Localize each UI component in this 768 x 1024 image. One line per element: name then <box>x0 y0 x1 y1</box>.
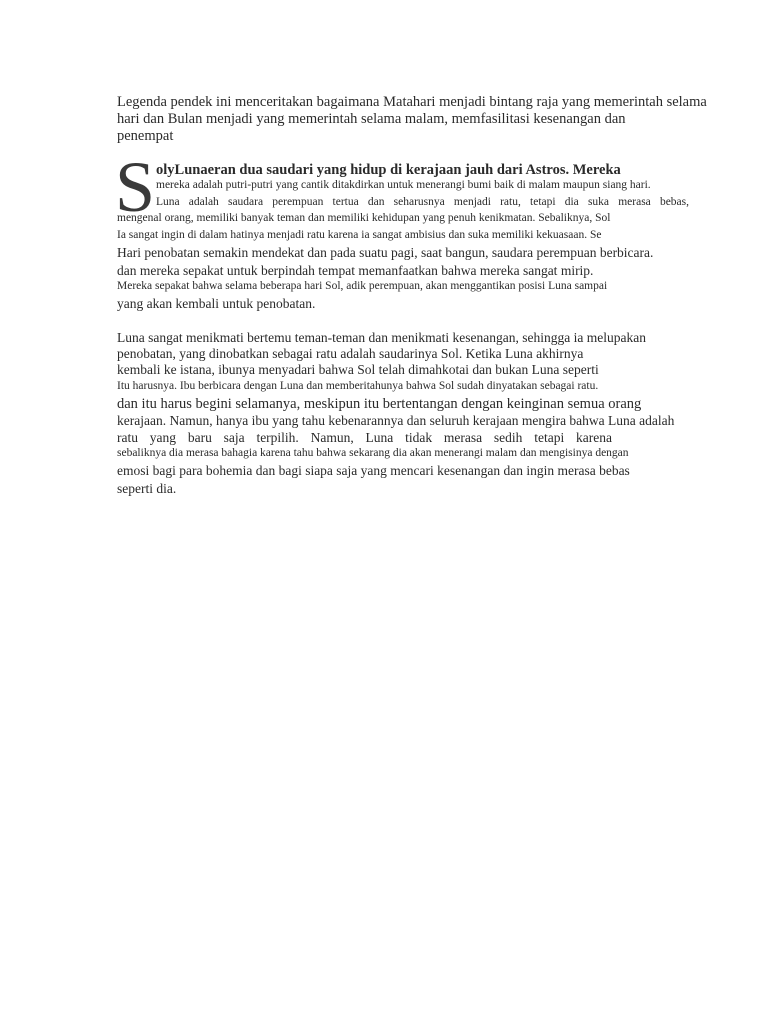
para1-line-4: Ia sangat ingin di dalam hatinya menjadi ratu karena ia sangat ambisius dan suka memiliki kekuasaan. Se <box>117 229 602 241</box>
para1-line-5: Hari penobatan semakin mendekat dan pada suatu pagi, saat bangun, saudara perempuan berbicara. <box>117 245 654 260</box>
drop-cap-letter: S <box>115 147 156 227</box>
para1-heading: olyLunaeran dua saudari yang hidup di kerajaan jauh dari Astros. Mereka <box>156 162 621 178</box>
para2-line-9: emosi bagi para bohemia dan bagi siapa saja yang mencari kesenangan dan ingin merasa bebas <box>117 463 630 478</box>
para2-line-7: ratu yang baru saja terpilih. Namun, Luna tidak merasa sedih tetapi karena <box>117 430 612 445</box>
para1-line-7: Mereka sepakat bahwa selama beberapa hari Sol, adik perempuan, akan menggantikan posisi Luna sampai <box>117 280 608 292</box>
para1-line-3: mengenal orang, memiliki banyak teman dan memiliki kehidupan yang penuh kenikmatan. Sebaliknya, Sol <box>117 212 611 224</box>
para2-line-4: Itu harusnya. Ibu berbicara dengan Luna dan memberitahunya bahwa Sol sudah dinyatakan sebagai ratu. <box>117 380 599 392</box>
para1-line-1: mereka adalah putri-putri yang cantik ditakdirkan untuk menerangi bumi baik di malam maupun siang hari. <box>156 179 651 191</box>
intro-line-1: Legenda pendek ini menceritakan bagaimana Matahari menjadi bintang raja yang memerintah selama <box>117 94 707 110</box>
para1-line-8: yang akan kembali untuk penobatan. <box>117 296 316 311</box>
intro-line-2: hari dan Bulan menjadi yang memerintah selama malam, memfasilitasi kesenangan dan <box>117 111 626 127</box>
intro-line-3: penempat <box>117 128 174 144</box>
para1-line-6: dan mereka sepakat untuk berpindah tempat memanfaatkan bahwa mereka sangat mirip. <box>117 263 594 278</box>
para2-line-3: kembali ke istana, ibunya menyadari bahwa Sol telah dimahkotai dan bukan Luna seperti <box>117 362 599 377</box>
para2-line-8: sebaliknya dia merasa bahagia karena tahu bahwa sekarang dia akan menerangi malam dan mengisinya dengan <box>117 447 629 459</box>
para2-line-1: Luna sangat menikmati bertemu teman-teman dan menikmati kesenangan, sehingga ia melupakan <box>117 330 646 345</box>
para2-line-2: penobatan, yang dinobatkan sebagai ratu adalah saudarinya Sol. Ketika Luna akhirnya <box>117 346 584 361</box>
para2-line-6: kerajaan. Namun, hanya ibu yang tahu kebenarannya dan seluruh kerajaan mengira bahwa Luna adalah <box>117 413 675 428</box>
para2-line-10: seperti dia. <box>117 481 177 496</box>
para1-line-2: Luna adalah saudara perempuan tertua dan seharusnya menjadi ratu, tetapi dia suka merasa bebas, <box>156 196 689 208</box>
para2-line-5: dan itu harus begini selamanya, meskipun itu bertentangan dengan keinginan semua orang <box>117 396 642 412</box>
